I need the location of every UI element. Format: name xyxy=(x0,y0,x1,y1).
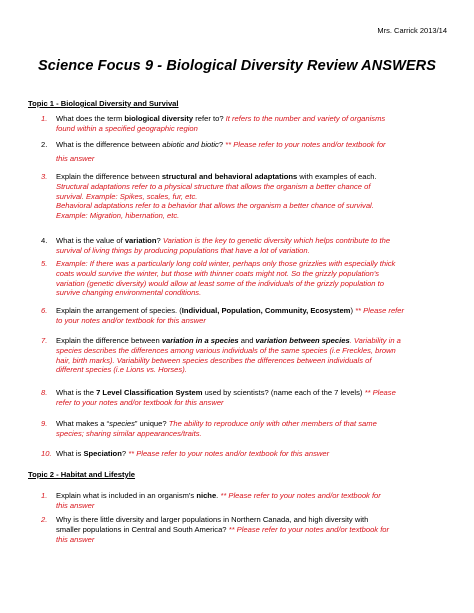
answer-text: this answer xyxy=(56,153,95,163)
question-number: 1. xyxy=(41,491,48,500)
page-title: Science Focus 9 - Biological Diversity Review ANSWERS xyxy=(38,58,436,74)
answer-text: ** Please refer to your notes and/or textbook for xyxy=(225,140,386,149)
answer-text: Structural adaptations refer to a physical structure that allows the organism a better chance of xyxy=(56,181,371,191)
topic-2-question-2: 2. Why is there little diversity and larger populations in Northern Canada, and high diversity with smaller populations in Central and South America? ** Please refer to your notes and/or textbook for this answer xyxy=(41,515,390,544)
answer-text: variation (genetic diversity) would allow at least some of the individuals of the grizzly population to xyxy=(56,278,384,288)
answer-text: coats would survive the winter, but those with thinner coats might not. So the grizzly population's xyxy=(56,268,380,278)
question-2: 2. What is the difference between abiotic and biotic? ** Please refer to your notes and/or textbook for this answer xyxy=(41,140,386,163)
answer-text: Behavioral adaptations refer to a behavior that allows the organism a better chance of survival. xyxy=(56,201,374,211)
answer-text: ** Please xyxy=(364,388,396,397)
answer-text: hair, birth marks). Variability between species describes the differences between individuals of xyxy=(56,355,372,365)
question-number: 9. xyxy=(41,419,48,428)
question-number: 5. xyxy=(41,259,48,268)
question-3: 3. Explain the difference between structural and behavioral adaptations with examples of each. Structural adaptations refer to a physical structure that allows the organism a better chance of survival. Example: Spikes, scales, fur, etc. Behavioral adaptations refer to a behavior that allows the organism a better chance of survival. Example: Migration, hibernation, etc. xyxy=(41,172,377,221)
teacher-header: Mrs. Carrick 2013/14 xyxy=(377,26,447,35)
topic-2-question-1: 1. Explain what is included in an organism's niche. ** Please refer to your notes and/or textbook for this answer xyxy=(41,491,381,510)
answer-text: this answer xyxy=(56,534,95,544)
answer-text: Example: If there was a particularly long cold winter, perhaps only those grizzlies with especially thick xyxy=(56,259,396,268)
question-number: 7. xyxy=(41,336,48,345)
topic-1-heading: Topic 1 - Biological Diversity and Survival xyxy=(28,99,179,108)
question-10: 10. What is Speciation? ** Please refer to your notes and/or textbook for this answer xyxy=(41,449,330,458)
answer-text: found within a specified geographic region xyxy=(56,123,198,133)
answer-text: this answer xyxy=(56,500,95,510)
question-number: 8. xyxy=(41,388,48,397)
answer-text: species; sharing similar appearances/traits. xyxy=(56,428,202,438)
question-number: 4. xyxy=(41,236,48,245)
question-6: 6. Explain the arrangement of species. (Individual, Population, Community, Ecosystem) ** Please refer to your notes and/or textbook for this answer xyxy=(41,306,405,325)
question-1: 1. What does the term biological diversity refer to? It refers to the number and variety of organisms found within a specified geographic region xyxy=(41,114,386,133)
answer-text: ** Please refer to your notes and/or textbook for xyxy=(228,524,390,534)
question-number: 2. xyxy=(41,515,48,524)
answer-text: Variation is the key to genetic diversity which helps contribute to the xyxy=(162,236,391,245)
question-7: 7. Explain the difference between variation in a species and variation between species. Variability in a species describes the differences among various individuals of the same species (i.e Freckles, brown hair, birth marks). Variability between species describes the differences between individuals of different species (i.e Lions vs. Horses). xyxy=(41,336,401,375)
answer-text: refer to your notes and/or textbook for this answer xyxy=(56,397,224,407)
question-4: 4. What is the value of variation? Variation is the key to genetic diversity which helps contribute to the survival of living things by producing populations that have a lot of variation. xyxy=(41,236,391,255)
answer-text: survival. Example: Spikes, scales, fur, etc. xyxy=(56,191,198,201)
answer-text: species describes the differences among various individuals of the same species (i.e Freckles, brown xyxy=(56,345,396,355)
answer-text: survival of living things by producing populations that have a lot of variation. xyxy=(56,245,310,255)
answer-text: The ability to reproduce only with other members of that same xyxy=(168,419,377,428)
answer-text: survive changing environmental conditions. xyxy=(56,288,202,298)
question-5 xyxy=(41,259,451,298)
topic-2-heading: Topic 2 - Habitat and Lifestyle xyxy=(28,470,136,479)
answer-text: It refers to the number and variety of organisms xyxy=(225,114,386,123)
answer-text: ** Please refer xyxy=(355,306,405,315)
question-number: 1. xyxy=(41,114,48,123)
question-8: 8. What is the 7 Level Classification System used by scientists? (name each of the 7 levels) ** Please refer to your notes and/or textbook for this answer xyxy=(41,388,396,407)
question-number: 6. xyxy=(41,306,48,315)
answer-text: Example: Migration, hibernation, etc. xyxy=(56,211,180,221)
question-number: 10. xyxy=(41,449,52,458)
answer-text: ** Please refer to your notes and/or textbook for this answer xyxy=(128,449,330,458)
question-9: 9. What makes a “species” unique? The ability to reproduce only with other members of that same species; sharing similar appearances/traits. xyxy=(41,419,377,438)
answer-text: ** Please refer to your notes and/or textbook for xyxy=(220,491,381,500)
answer-text: different species (i.e Lions vs. Horses). xyxy=(56,365,187,375)
question-number: 3. xyxy=(41,172,48,181)
answer-text: . Variability in a xyxy=(349,336,401,345)
question-number: 2. xyxy=(41,140,48,149)
answer-text: to your notes and/or textbook for this answer xyxy=(56,315,206,325)
